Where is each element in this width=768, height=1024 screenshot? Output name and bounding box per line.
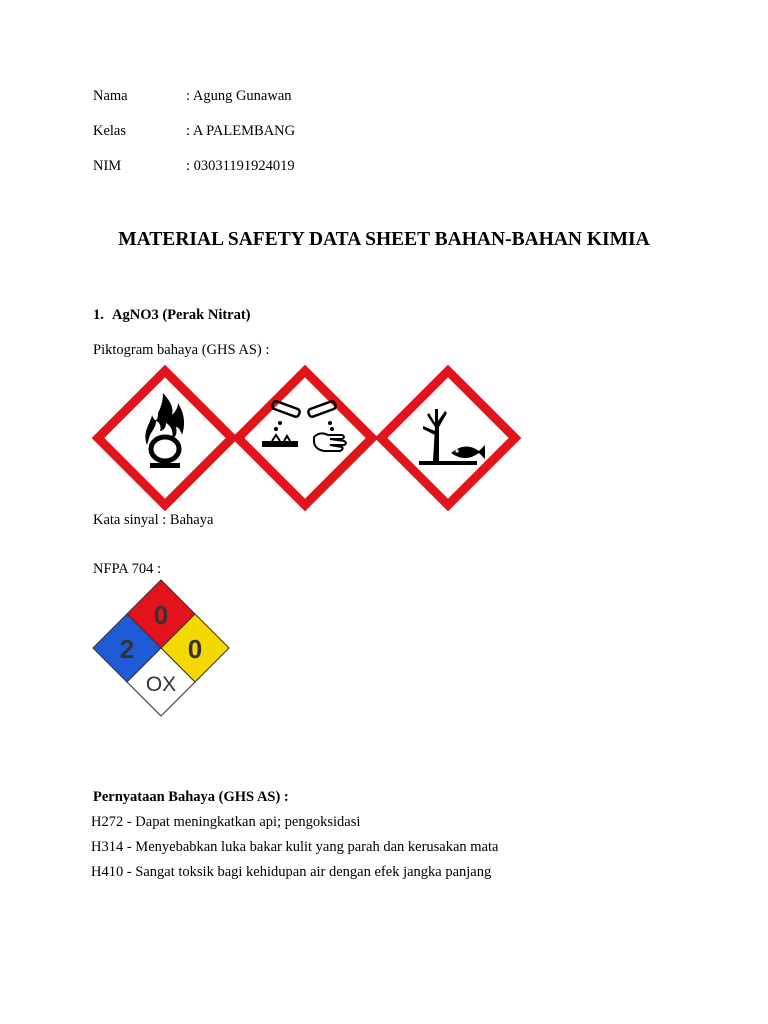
hazard-statement: H272 - Dapat meningkatkan api; pengoksidasi [91,814,361,830]
hazard-statement: H314 - Menyebabkan luka bakar kulit yang parah dan kerusakan mata [91,839,499,855]
flame-over-circle-icon [92,365,238,511]
nfpa-label: NFPA 704 : [93,561,161,577]
hazard-statement: H410 - Sangat toksik bagi kehidupan air dengan efek jangka panjang [91,864,492,880]
hazard-heading: Pernyataan Bahaya (GHS AS) : [93,789,289,805]
nim-label: NIM [93,158,122,174]
nfpa-health-value: 2 [119,634,135,664]
nfpa-flammability-value: 0 [153,600,169,630]
section-number: 1. [93,307,104,323]
nfpa-instability-value: 0 [187,634,203,664]
class-label: Kelas [93,123,127,139]
corrosion-icon [232,365,378,511]
nim-value: : 03031191924019 [186,158,295,174]
pictogram-label: Piktogram bahaya (GHS AS) : [93,342,270,358]
name-label: Nama [93,88,128,104]
signal-word: Kata sinyal : Bahaya [93,512,214,528]
name-value: : Agung Gunawan [186,88,292,104]
nfpa-special-value: OX [145,673,177,696]
document-title: MATERIAL SAFETY DATA SHEET BAHAN-BAHAN KIMIA [118,229,650,250]
class-value: : A PALEMBANG [186,123,296,139]
environment-icon [375,365,521,511]
nfpa-704-diamond [91,578,231,718]
section-heading: AgNO3 (Perak Nitrat) [112,307,251,323]
